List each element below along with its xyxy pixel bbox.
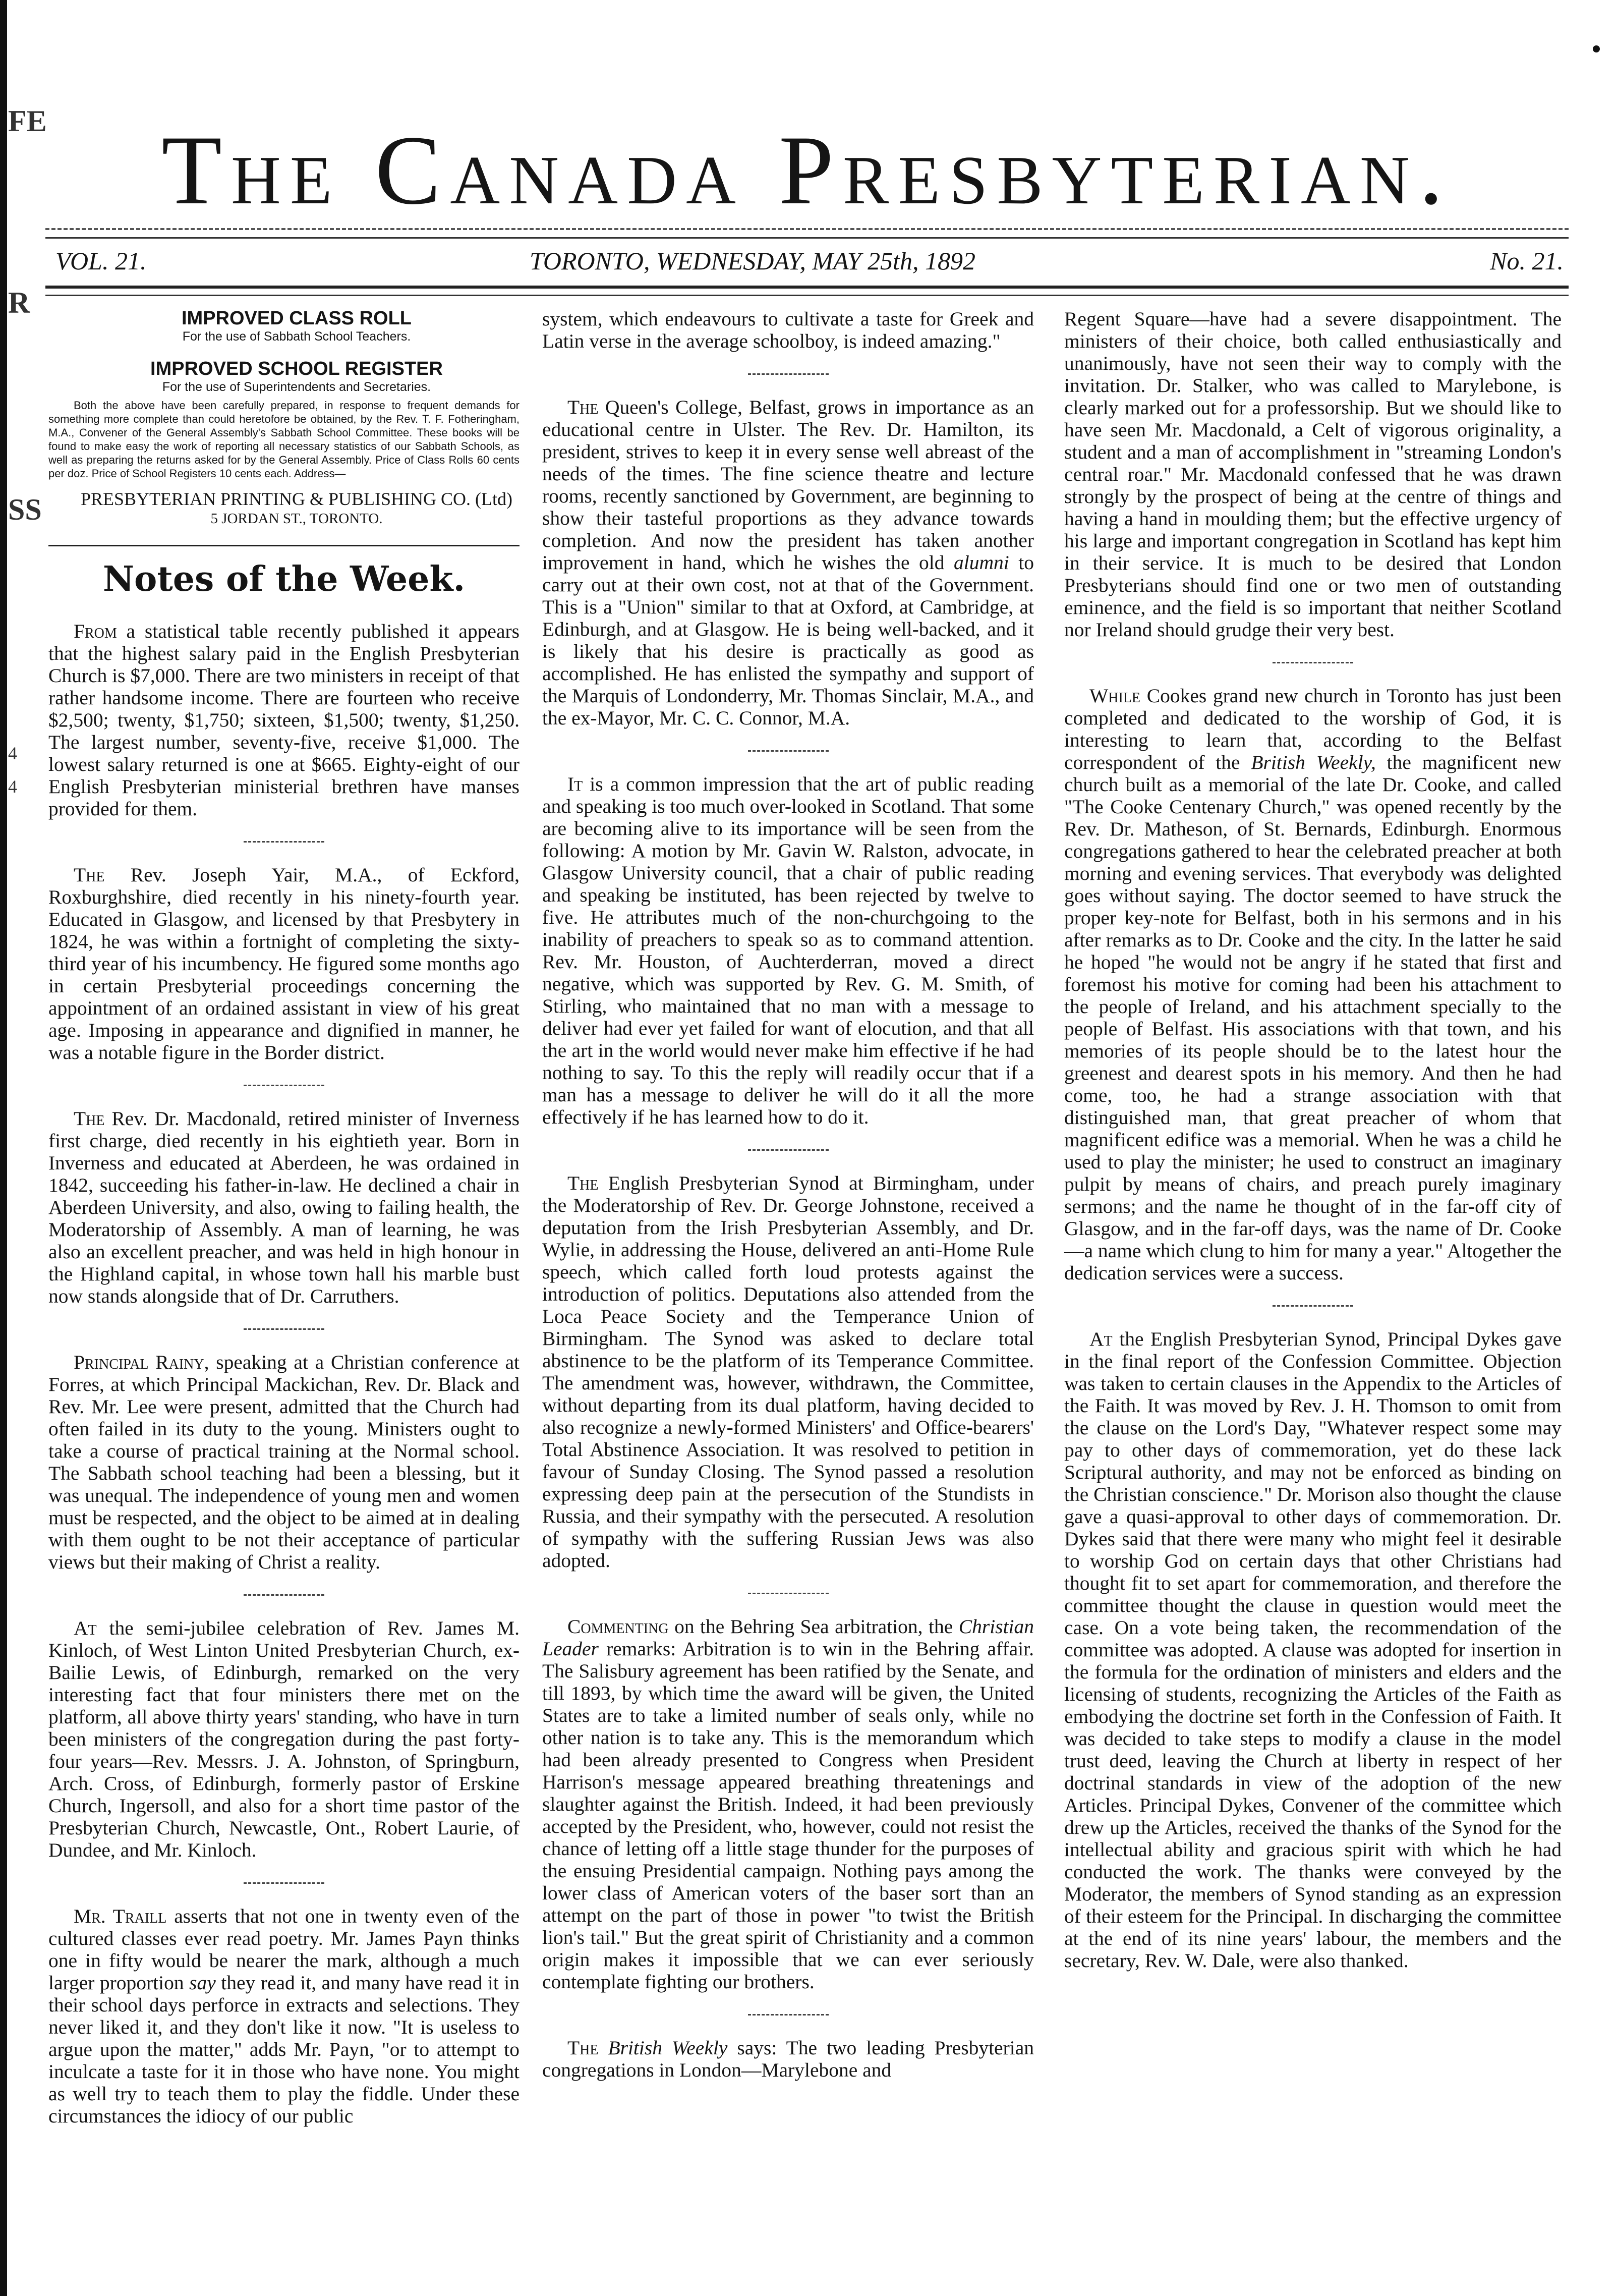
article-separator (1273, 1305, 1353, 1307)
column-3 (1064, 308, 1562, 2285)
clipped-margin-text (8, 101, 47, 1614)
ad-subtitle: For the use of Sabbath School Teachers. (182, 329, 411, 344)
article-separator (244, 841, 324, 843)
ad-subtitle: For the use of Superintendents and Secretaries. (162, 380, 431, 394)
article-separator (244, 1594, 324, 1596)
article-separator (244, 1328, 324, 1330)
article: The Rev. Joseph Yair, M.A., of Eckford, Roxburghshire, died recently in his ninety-fourth year. Educated in Glasgow, and licensed by that Presbytery in 1824, he was within a fortnight of completing the sixty-third year of his incumbency. He figured some months ago in certain Presbyterial proceedings concerning the appointment of an ordained assistant in view of his great age. Imposing in appearance and dignified in manner, he was a notable figure in the Border district. (48, 864, 520, 1063)
dateline-rule (45, 286, 1569, 289)
publisher-name: PRESBYTERIAN PRINTING & PUBLISHING CO. (Ltd) (80, 489, 513, 509)
scanned-margin-edge (0, 0, 7, 2296)
issue-date: TORONTO, WEDNESDAY, MAY 25th, 1892 (530, 247, 975, 275)
publisher-address: 5 JORDAN ST., TORONTO. (210, 511, 383, 527)
dateline (50, 246, 1564, 276)
article: The British Weekly says: The two leading Presbyterian congregations in London—Marylebone and (542, 2037, 1034, 2081)
article-separator (748, 373, 829, 375)
masthead-title: The Canada Presbyterian. (161, 116, 1453, 225)
article: Principal Rainy, speaking at a Christian conference at Forres, at which Principal Mackichan, Rev. Dr. Black and Rev. Mr. Lee were present, admitted that the Church had often failed in its duty to the young. Ministers ought to take a course of practical training at the Normal school. The Sabbath school teaching had been a blessing, but it was unequal. The independence of young men and women must be respected, and the object to be aimed at in dealing with them ought to be not their acceptance of particular views but their making of Christ a reality. (48, 1351, 520, 1573)
issue-number: No. 21. (1490, 247, 1564, 275)
article: At the semi-jubilee celebration of Rev. James M. Kinloch, of West Linton United Presbyterian Church, ex-Bailie Lewis, of Edinburgh, remarked on the very interesting fact that four ministers there met on the platform, all above thirty years' standing, who have in turn been ministers of the congregation during the past forty-four years—Rev. Messrs. J. A. Johnston, of Springburn, Arch. Cross, of Edinburgh, formerly pastor of Erskine Church, Ingersoll, and also for a short time pastor of the Presbyterian Church, Newcastle, Ont., Robert Laurie, of Dundee, and Mr. Kinloch. (48, 1617, 520, 1861)
masthead-rule (45, 228, 1569, 230)
article-separator (748, 750, 829, 752)
advertisement (48, 308, 520, 528)
article: Commenting on the Behring Sea arbitration, the Christian Leader remarks: Arbitration is to win in the Behring affair. The Salisbury agreement has been ratified by the Senate, and till 1893, by which time the award will be given, the United States are to take a limited number of seals only, while no other nation is to take any. This is the memorandum which had been already presented to Congress when President Harrison's message appeared breathing threatenings and slaughter against the British. Indeed, it had been previously accepted by the President, who, however, could not resist the chance of letting off a little stage thunder for the purposes of the ensuing Presidential campaign. Nothing pays among the lower class of American voters of the baser sort than an attempt on the part of those in power "to twist the British lion's tail." But the great spirit of Christianity and a common origin makes it impossible that we can ever seriously contemplate fighting our brothers. (542, 1615, 1034, 1993)
article: It is a common impression that the art of public reading and speaking is too much over-looked in Scotland. That some are becoming alive to its importance will be seen from the following: A motion by Mr. Gavin W. Ralston, advocate, in Glasgow University council, that a chair of public reading and speaking be instituted, has been rejected by twelve to five. He attributes much of the non-churchgoing to the inability of preachers to speak so as to command attention. Rev. Mr. Houston, of Auchterderran, moved a direct negative, which was supported by Rev. G. M. Smith, of Stirling, who maintained that no man with a message to deliver had ever yet failed for want of elocution, and that all the art in the world would never make him effective if he had nothing to say. To this the reply will readily occur that if a man has a message to deliver he will do it all the more effectively if he has learned how to do it. (542, 773, 1034, 1128)
column-2 (542, 308, 1034, 2285)
margin-fragment: SS (8, 493, 42, 526)
margin-fragment: FE (8, 104, 47, 138)
article: Mr. Traill asserts that not one in twenty even of the cultured classes ever read poetry. Mr. James Payn thinks one in fifty would be nearer the mark, although a much larger proportion say they read it, and many have read it in their school days perforce in extracts and selections. They never liked it, and they don't like it now. "It is useless to argue upon the matter," adds Mr. Payn, "or to attempt to inculcate a taste for it in those who have none. You might as well try to teach them to play the fiddle. Under these circumstances the idiocy of our public (48, 1905, 520, 2127)
ad-body: Both the above have been carefully prepared, in response to frequent demands for something more complete than could heretofore be obtained, by the Rev. T. F. Fotheringham, M.A., Convener of the General Assembly's Sabbath School Committee. These books will be found to make easy the work of reporting all necessary statistics of our Sabbath Schools, as well as preparing the returns asked for by the General Assembly. Price of Class Rolls 60 cents per doz. Price of School Registers 10 cents each. Address— (48, 399, 520, 480)
article-separator (748, 2014, 829, 2015)
volume-number: VOL. 21. (55, 247, 147, 275)
article: While Cookes grand new church in Toronto has just been completed and dedicated to the worship of God, it is interesting to learn that, according to the Belfast correspondent of the British Weekly, the magnificent new church built as a memorial of the late Dr. Cooke, and called "The Cooke Centenary Church," was opened recently by the Rev. Dr. Matheson, of St. Bernards, Edinburgh. Enormous congregations gathered to hear the celebrated preacher at both morning and evening services. That everybody was delighted goes without saying. The doctor seemed to have struck the proper key-note for Belfast, both in his sermons and in his after remarks as to Dr. Cooke and the city. In the latter he said he hoped "he would not be angry if he stated that first and foremost his motive for coming had been his attachment to the people of Ireland, and his attachment specially to the people of Belfast. His associations with that town, and his memories of its people should be to the latest hour the greenest and dearest spots in his memory. And then he had come, too, he had a strange association with that distinguished man, that great preacher of whom that magnificent edifice was a memorial. When he was a child he used to play the minister; he used to construct an imaginary pulpit by means of chairs, and preach purely imaginary sermons; and the name he thought of in the far-off city of Glasgow, and in the far-off days, was the name of Dr. Cooke—a name which clung to him for many a year." Altogether the dedication services were a success. (1064, 685, 1562, 1284)
margin-fragment: 4 (8, 743, 17, 763)
article-separator (244, 1085, 324, 1086)
article: The Queen's College, Belfast, grows in importance as an educational centre in Ulster. The Rev. Dr. Hamilton, its president, strives to keep it in every sense well abreast of the needs of the times. The fine science theatre and lecture rooms, recently sanctioned by Government, are beginning to show their tasteful proportions as they advance towards completion. And now the president has taken another improvement in hand, which he wishes the old alumni to carry out at their own cost, not at that of the Government. This is a "Union" similar to that at Oxford, at Cambridge, at Edinburgh, and at Glasgow. He is being well-backed, and it is likely that his desire is practically as good as accomplished. He has enlisted the sympathy and support of the Marquis of Londonderry, Mr. Thomas Sinclair, M.A., and the ex-Mayor, Mr. C. C. Connor, M.A. (542, 396, 1034, 729)
article-continuation: system, which endeavours to cultivate a taste for Greek and Latin verse in the average schoolboy, is indeed amazing." (542, 308, 1034, 352)
ad-title: IMPROVED SCHOOL REGISTER (150, 358, 443, 379)
margin-fragment: 4 (8, 776, 17, 797)
article: At the English Presbyterian Synod, Principal Dykes gave in the final report of the Confession Committee. Objection was taken to certain clauses in the Appendix to the Articles of the Faith. It was moved by Rev. J. H. Thomson to omit from the clause on the Lord's Day, "Whatever respect some may pay to other days of commemoration, yet do these lack Scriptural authority, and may not be enforced as binding on the Christian conscience." Dr. Morison also thought the clause gave a quasi-approval to other days of commemoration. Dr. Dykes said that there were many who might feel it desirable to worship God on certain days that other Christians had thought fit to set apart for commemoration, and therefore the committee thought the clause in question would meet the case. On a vote being taken, the recommendation of the committee was adopted. A clause was adopted for insertion in the formula for the ordination of ministers and elders and the licensing of students, recognizing the Articles of the Faith as embodying the doctrine set forth in the Confession of Faith. It was decided to take steps to modify a clause in the model trust deed, leaving the Church at liberty in respect of her doctrinal standards in view of the adoption of the new Articles. Principal Dykes, Convener of the committee which drew up the Articles, received the thanks of the Synod for the intellectual ability and gracious spirit with which he had conducted the work. The thanks were conveyed by the Moderator, the members of Synod standing as an expression of their esteem for the Principal. In discharging the committee at the end of its nine years' labour, the members and the secretary, Rev. W. Dale, were also thanked. (1064, 1328, 1562, 1972)
article-separator (244, 1882, 324, 1884)
article: The Rev. Dr. Macdonald, retired minister of Inverness first charge, died recently in his eightieth year. Born in Inverness and educated at Aberdeen, he was ordained in 1842, succeeding his father-in-law. He declined a chair in Aberdeen University, and also, owing to failing health, the Moderatorship of Assembly. A man of learning, he was also an excellent preacher, and was held in high honour in the Highland capital, in whose town hall his marble bust now stands alongside that of Dr. Carruthers. (48, 1107, 520, 1307)
masthead-rule (45, 237, 1569, 239)
margin-fragment: R (8, 286, 30, 319)
column-1 (48, 308, 520, 2285)
article-separator (1273, 662, 1353, 663)
article: From a statistical table recently published it appears that the highest salary paid in the English Presbyterian Church is $7,000. There are two ministers in receipt of that rather handsome income. There are fourteen who receive $2,500; twenty, $1,750; sixteen, $1,500; twenty, $1,250. The largest number, seventy-five, receive $1,000. The lowest salary returned is one at $665. Eighty-eight of our English Presbyterian ministerial brethren have manses provided for them. (48, 620, 520, 820)
article-separator (748, 1149, 829, 1151)
ink-dot (1593, 45, 1600, 52)
ad-title: IMPROVED CLASS ROLL (181, 308, 412, 329)
article: The English Presbyterian Synod at Birmingham, under the Moderatorship of Rev. Dr. George Johnstone, received a deputation from the Irish Presbyterian Assembly, and Dr. Wylie, in addressing the House, delivered an anti-Home Rule speech, which called forth loud protests against the introduction of politics. Deputations also attended from the Loca Peace Society and the Temperance Union of Birmingham. The Synod was asked to declare total abstinence to be the platform of its Temperance Committee. The amendment was, however, withdrawn, the Committee, without departing from its dual platform, having decided to also recognize a newly-formed Ministers' and Office-bearers' Total Abstinence Association. It was resolved to petition in favour of Sunday Closing. The Synod passed a resolution expressing deep pain at the persecution of the Stundists in Russia, and their sympathy with the persecuted. A resolution of sympathy with the suffering Russian Jews was also adopted. (542, 1172, 1034, 1572)
dateline-rule (45, 295, 1569, 296)
article-continuation: Regent Square—have had a severe disappointment. The ministers of their choice, both called enthusiastically and unanimously, have not seen their way to comply with the invitation. Dr. Stalker, who was called to Marylebone, is clearly marked out for a professorship. But we should like to have seen Mr. Macdonald, a Celt of vigorous originality, a student and a man of accomplishment in "streaming London's central roar." Mr. Macdonald confessed that he was drawn strongly by the prospect of being at the centre of things and having a hand in moulding them; but the effective urgency of his large and important congregation in Scotland has kept him in their service. It is much to be desired that London Presbyterians should find one or two men of outstanding eminence, and the field is so important that neither Scotland nor Ireland should grudge their very best. (1064, 308, 1562, 641)
article-separator (748, 1593, 829, 1594)
section-heading: Notes of the Week. (48, 545, 520, 602)
